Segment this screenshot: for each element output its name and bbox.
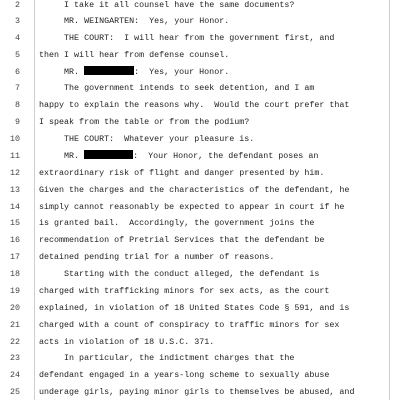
transcript-line <box>0 232 400 248</box>
line-text: extraordinary risk of flight and danger presented by him. <box>39 168 325 178</box>
line-number: 2 <box>14 0 20 10</box>
line-number: 11 <box>9 151 20 161</box>
line-text: recommendation of Pretrial Services that the defendant be <box>39 235 325 245</box>
transcript-line <box>0 64 400 80</box>
line-number: 5 <box>14 50 20 60</box>
speaker-prefix: MR. <box>39 151 85 161</box>
transcript-line <box>0 283 400 299</box>
line-number: 20 <box>9 303 20 313</box>
line-number: 23 <box>9 353 20 363</box>
transcript-line <box>0 300 400 316</box>
transcript-line <box>0 30 400 46</box>
transcript-line <box>0 0 400 13</box>
line-number: 13 <box>9 185 20 195</box>
line-number: 21 <box>9 320 20 330</box>
line-text: underage girls, paying minor girls to themselves be abused, and <box>39 387 355 397</box>
line-number: 7 <box>14 83 20 93</box>
line-number: 24 <box>9 370 20 380</box>
line-text: THE COURT: I will hear from the government first, and <box>39 33 335 43</box>
transcript-line <box>0 249 400 265</box>
redaction-bar <box>84 150 133 159</box>
line-text: happy to explain the reasons why. Would the court prefer that <box>39 100 350 110</box>
transcript-line <box>0 165 400 181</box>
line-text: Starting with the conduct alleged, the defendant is <box>39 269 320 279</box>
line-number: 4 <box>14 33 20 43</box>
transcript-line <box>0 182 400 198</box>
line-number: 16 <box>9 235 20 245</box>
line-number: 12 <box>9 168 20 178</box>
line-text: charged with trafficking minors for sex acts, as the court <box>39 286 330 296</box>
line-number: 9 <box>14 117 20 127</box>
line-text: I take it all counsel have the same documents? <box>39 0 295 10</box>
transcript-line <box>0 350 400 366</box>
line-text: THE COURT: Whatever your pleasure is. <box>39 134 255 144</box>
transcript-line <box>0 199 400 215</box>
line-number: 3 <box>14 16 20 26</box>
transcript-line <box>0 215 400 231</box>
line-text: charged with a count of conspiracy to traffic minors for sex <box>39 320 340 330</box>
transcript-line <box>0 384 400 400</box>
transcript-line <box>0 13 400 29</box>
transcript-line <box>0 114 400 130</box>
line-text: then I will hear from defense counsel. <box>39 50 230 60</box>
line-number: 15 <box>9 218 20 228</box>
speaker-prefix: MR. <box>39 67 85 77</box>
line-text: defendant engaged in a years-long scheme to sexually abuse <box>39 370 330 380</box>
line-number: 19 <box>9 286 20 296</box>
transcript-line <box>0 317 400 333</box>
speaker-text: : Yes, your Honor. <box>134 67 230 77</box>
line-text <box>39 64 387 80</box>
transcript-line <box>0 266 400 282</box>
line-text: The government intends to seek detention, and I am <box>39 83 315 93</box>
line-number: 6 <box>14 67 20 77</box>
line-text: detained pending trial for a number of reasons. <box>39 252 275 262</box>
line-text: In particular, the indictment charges that the <box>39 353 295 363</box>
line-number: 17 <box>9 252 20 262</box>
line-number: 14 <box>9 202 20 212</box>
line-number: 25 <box>9 387 20 397</box>
transcript-line <box>0 47 400 63</box>
transcript-line <box>0 367 400 383</box>
transcript-line <box>0 148 400 164</box>
speaker-text: : Your Honor, the defendant poses an <box>133 151 319 161</box>
line-text: I speak from the table or from the podium? <box>39 117 250 127</box>
transcript-line <box>0 334 400 350</box>
line-text: Given the charges and the characteristics of the defendant, he <box>39 185 350 195</box>
transcript-line <box>0 80 400 96</box>
line-number: 8 <box>14 100 20 110</box>
redaction-bar <box>84 66 134 75</box>
line-text: is granted bail. Accordingly, the government joins the <box>39 218 315 228</box>
line-text: MR. WEINGARTEN: Yes, your Honor. <box>39 16 230 26</box>
line-number: 18 <box>9 269 20 279</box>
line-number: 22 <box>9 337 20 347</box>
transcript-line <box>0 131 400 147</box>
line-text: explained, in violation of 18 United States Code § 591, and is <box>39 303 350 313</box>
line-text: acts in violation of 18 U.S.C. 371. <box>39 337 215 347</box>
line-text: simply cannot reasonably be expected to appear in court if he <box>39 202 345 212</box>
line-number: 10 <box>9 134 20 144</box>
line-text <box>39 148 387 164</box>
transcript-line <box>0 97 400 113</box>
